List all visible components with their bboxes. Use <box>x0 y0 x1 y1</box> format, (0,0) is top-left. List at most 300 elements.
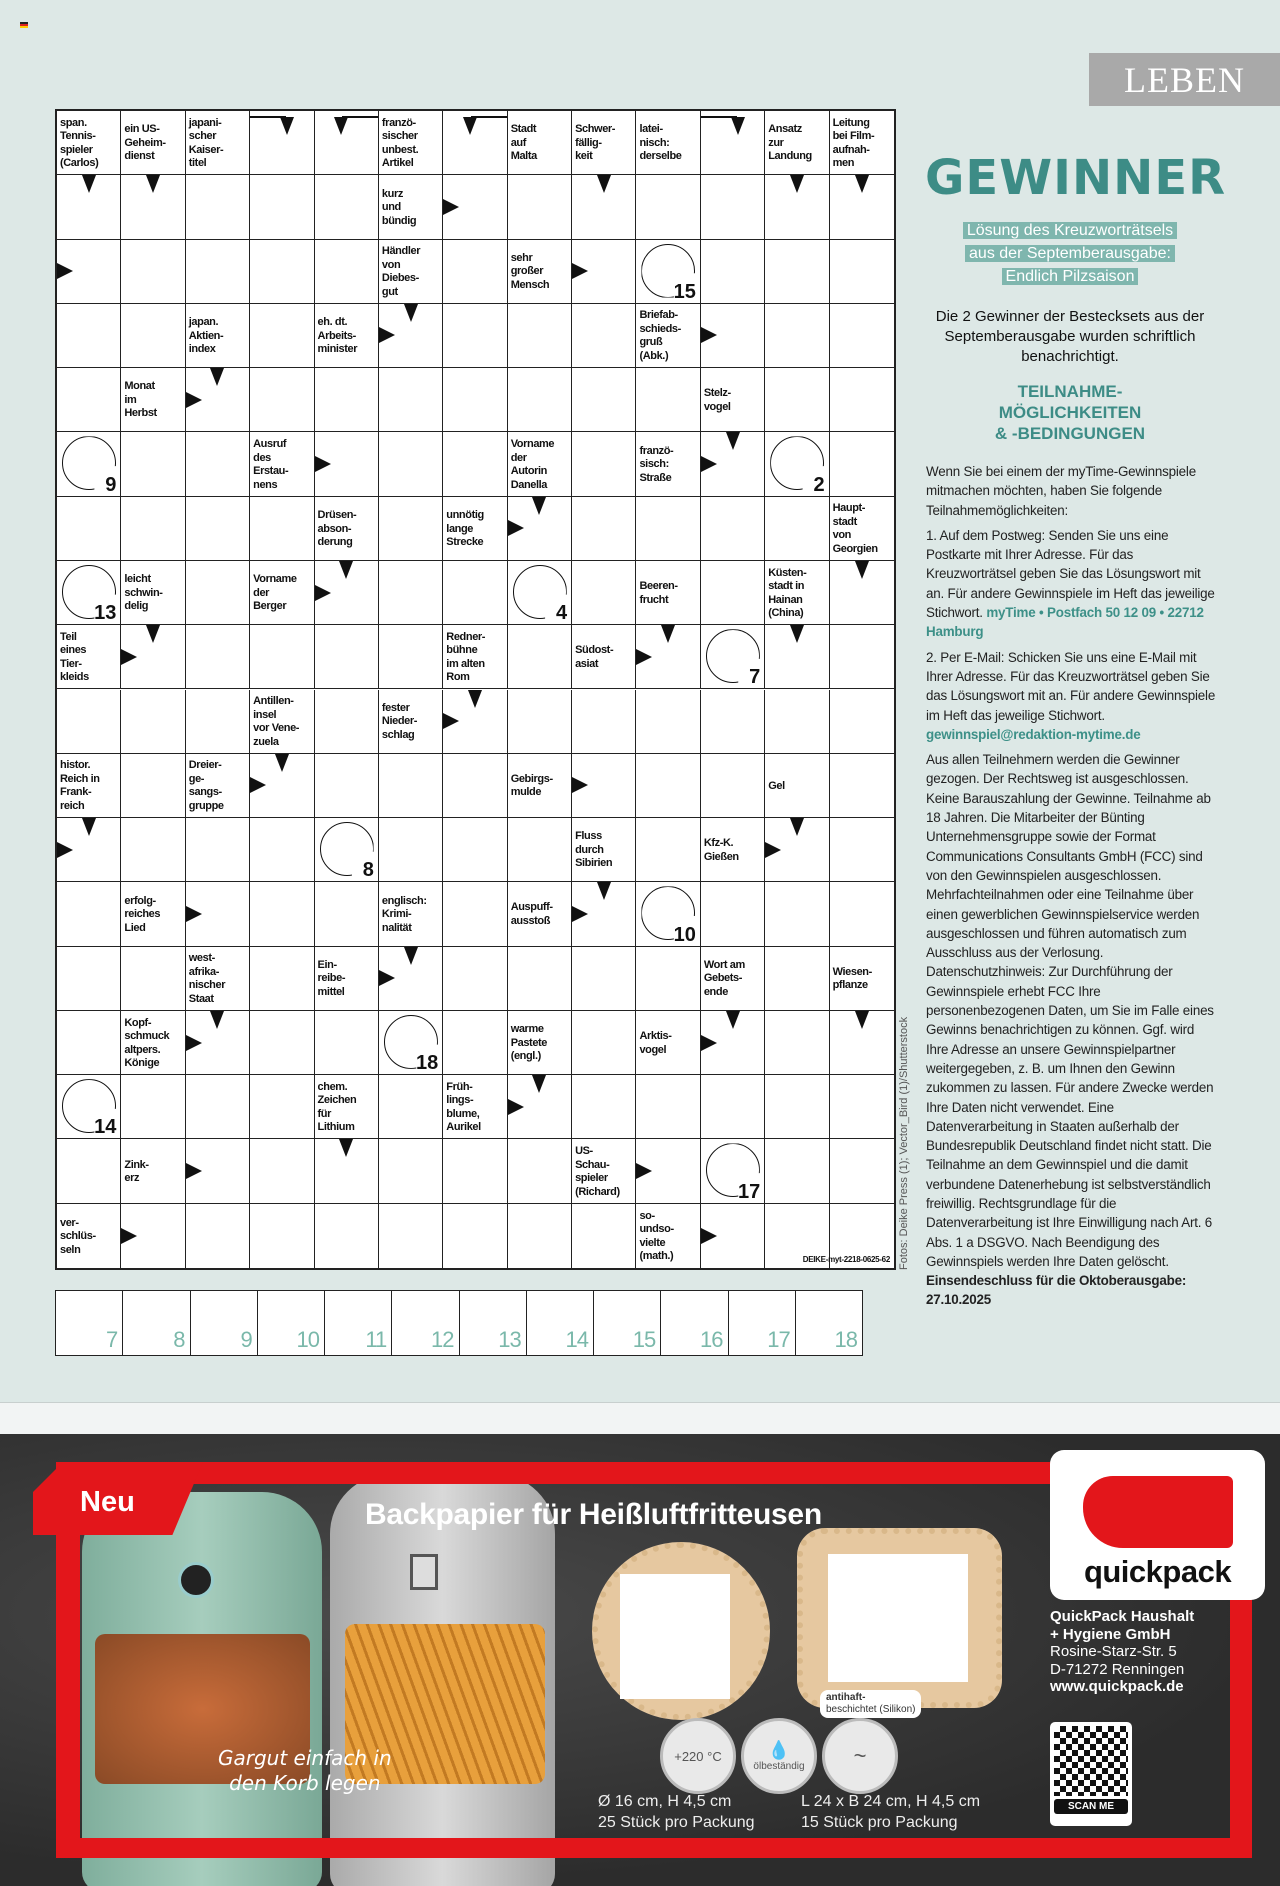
clue-cell: Südost- asiat <box>572 625 636 689</box>
grid-cell[interactable] <box>636 175 700 239</box>
grid-cell[interactable] <box>379 561 443 625</box>
grid-cell[interactable] <box>186 497 250 561</box>
company-line1: QuickPack Haushalt <box>1050 1608 1195 1625</box>
grid-cell[interactable] <box>636 240 700 304</box>
solution-box-number: 14 <box>565 1327 588 1352</box>
arrow-down-icon <box>855 1011 869 1029</box>
grid-cell[interactable] <box>636 818 700 882</box>
grid-cell[interactable] <box>701 561 765 625</box>
grid-cell[interactable] <box>830 690 894 754</box>
post-address: myTime • Postfach 50 12 09 • 22712 Hamburg <box>926 605 1204 640</box>
arrow-right-icon <box>572 263 588 279</box>
solution-line: Endlich Pilzsaison <box>1002 268 1139 285</box>
post-paragraph <box>926 526 1216 642</box>
grid-cell[interactable] <box>443 947 507 1011</box>
grid-cell[interactable] <box>636 690 700 754</box>
arrow-bend-down-icon <box>463 117 477 135</box>
grid-cell[interactable] <box>379 1011 443 1075</box>
solution-box-number: 13 <box>498 1327 521 1352</box>
scan-me-label: SCAN ME <box>1054 1799 1128 1814</box>
grid-cell[interactable] <box>508 497 572 561</box>
grid-cell[interactable] <box>186 625 250 689</box>
grid-cell[interactable] <box>57 432 121 496</box>
grid-cell[interactable] <box>443 1011 507 1075</box>
drop-icon: 💧 <box>767 1740 791 1760</box>
arrow-right-icon <box>315 456 331 472</box>
clue-cell: west- afrika- nischer Staat <box>186 947 250 1011</box>
clue-cell: sehr großer Mensch <box>508 240 572 304</box>
grid-cell[interactable] <box>121 1204 185 1268</box>
grid-cell[interactable] <box>802 1204 894 1268</box>
grid-cell[interactable] <box>830 882 894 946</box>
grid-cell[interactable] <box>701 497 765 561</box>
grid-cell[interactable] <box>186 818 250 882</box>
grid-cell[interactable] <box>830 368 894 432</box>
solution-number: 18 <box>416 1052 439 1075</box>
grid-cell[interactable] <box>701 882 765 946</box>
grid-cell[interactable] <box>443 690 507 754</box>
grid-cell[interactable] <box>57 1011 121 1075</box>
grid-cell[interactable] <box>121 625 185 689</box>
quickpack-logo <box>1050 1450 1265 1600</box>
grid-cell[interactable] <box>636 497 700 561</box>
solution-box-number: 10 <box>296 1327 319 1352</box>
arrow-down-icon <box>210 1011 224 1029</box>
arrow-right-icon <box>636 649 652 665</box>
handwritten-note: Gargut einfach in den Korb legen <box>218 1746 392 1795</box>
grid-cell[interactable] <box>57 882 121 946</box>
grid-cell[interactable] <box>315 240 379 304</box>
arrow-right-icon <box>443 713 459 729</box>
grid-cell[interactable] <box>765 432 829 496</box>
clue-cell: Haupt- stadt von Georgien <box>830 497 894 561</box>
grid-cell[interactable] <box>701 690 765 754</box>
clue-cell: leicht schwin- delig <box>121 561 185 625</box>
grid-cell[interactable] <box>701 1204 765 1268</box>
arrow-down-icon <box>790 175 804 193</box>
grid-cell[interactable] <box>765 1075 829 1139</box>
grid-cell[interactable] <box>315 111 379 175</box>
grid-cell[interactable] <box>315 882 379 946</box>
solution-number: 15 <box>673 280 696 303</box>
grid-cell[interactable] <box>765 625 829 689</box>
arrow-right-icon <box>701 327 717 343</box>
grid-cell[interactable] <box>121 497 185 561</box>
grid-cell[interactable] <box>121 818 185 882</box>
grid-cell[interactable] <box>765 368 829 432</box>
solution-box[interactable] <box>258 1291 325 1355</box>
grid-cell[interactable] <box>572 561 636 625</box>
arrow-down-icon <box>790 818 804 836</box>
grid-cell[interactable] <box>250 175 314 239</box>
qr-pattern <box>1054 1726 1128 1796</box>
neu-label: Neu <box>80 1486 135 1518</box>
grid-cell[interactable] <box>572 240 636 304</box>
grid-cell[interactable] <box>315 561 379 625</box>
grid-cell[interactable] <box>121 175 185 239</box>
grid-cell[interactable] <box>572 1011 636 1075</box>
clue-cell: Teil eines Tier- kleids <box>57 625 121 689</box>
grid-cell[interactable] <box>765 175 829 239</box>
grid-cell[interactable] <box>315 175 379 239</box>
clue-cell: chem. Zeichen für Lithium <box>315 1075 379 1139</box>
oil-resistant-icon <box>741 1718 817 1794</box>
grid-cell[interactable] <box>572 690 636 754</box>
arrow-down-icon <box>404 947 418 965</box>
arrow-right-icon <box>379 970 395 986</box>
grid-cell[interactable] <box>508 947 572 1011</box>
solution-box[interactable] <box>729 1291 796 1355</box>
grid-cell[interactable] <box>57 561 121 625</box>
grid-cell[interactable] <box>636 754 700 818</box>
deadline: Einsendeschluss für die Oktoberausgabe: 27.10.2025 <box>926 1273 1187 1308</box>
grid-cell[interactable] <box>186 690 250 754</box>
solution-box[interactable] <box>123 1291 190 1355</box>
solution-box-number: 7 <box>106 1327 118 1352</box>
grid-cell[interactable] <box>765 947 829 1011</box>
grid-cell[interactable] <box>57 1075 121 1139</box>
arrow-right-icon <box>508 1099 524 1115</box>
grid-cell[interactable] <box>830 432 894 496</box>
clue-cell: Kopf- schmuck altpers. Könige <box>121 1011 185 1075</box>
clue-cell: englisch: Krimi- nalität <box>379 882 443 946</box>
arrow-right-icon <box>57 263 73 279</box>
solution-line: aus der Septemberausgabe: <box>965 245 1175 262</box>
grid-cell[interactable] <box>121 1075 185 1139</box>
grid-cell[interactable] <box>121 432 185 496</box>
fryer-button <box>410 1554 438 1590</box>
clue-cell: Redner- bühne im alten Rom <box>443 625 507 689</box>
grid-cell[interactable] <box>57 1139 121 1203</box>
grid-cell[interactable] <box>572 882 636 946</box>
clue-cell: Auspuff- ausstoß <box>508 882 572 946</box>
grid-cell[interactable] <box>701 175 765 239</box>
arrow-down-icon <box>146 625 160 643</box>
arrow-right-icon <box>572 777 588 793</box>
clue-cell: Zink- erz <box>121 1139 185 1203</box>
grid-cell[interactable] <box>765 240 829 304</box>
grid-cell[interactable] <box>443 818 507 882</box>
arrow-down-icon <box>597 882 611 900</box>
clue-cell: span. Tennis- spieler (Carlos) <box>57 111 121 175</box>
grid-cell[interactable] <box>636 1139 700 1203</box>
grid-cell[interactable] <box>121 947 185 1011</box>
grid-cell[interactable] <box>701 111 765 175</box>
solution-box[interactable] <box>527 1291 594 1355</box>
grid-cell[interactable] <box>508 1075 572 1139</box>
solution-box[interactable] <box>325 1291 392 1355</box>
grid-cell[interactable] <box>765 882 829 946</box>
grid-cell[interactable] <box>830 818 894 882</box>
grid-cell[interactable] <box>121 690 185 754</box>
grid-cell[interactable] <box>572 432 636 496</box>
arrow-down-icon <box>597 175 611 193</box>
grid-cell[interactable] <box>315 690 379 754</box>
grid-cell[interactable] <box>57 368 121 432</box>
grid-cell[interactable] <box>315 1204 379 1268</box>
grid-cell[interactable] <box>57 175 121 239</box>
grid-cell[interactable] <box>765 497 829 561</box>
grid-cell[interactable] <box>701 625 765 689</box>
qr-code[interactable] <box>1050 1722 1132 1826</box>
arrow-right-icon <box>315 585 331 601</box>
solution-box[interactable] <box>661 1291 728 1355</box>
flag-icon <box>20 22 28 28</box>
solution-number: 2 <box>813 473 825 496</box>
grid-cell[interactable] <box>443 304 507 368</box>
grid-cell[interactable] <box>186 1204 250 1268</box>
grid-cell[interactable] <box>636 882 700 946</box>
arrow-right-icon <box>701 1228 717 1244</box>
grid-cell[interactable] <box>443 561 507 625</box>
grid-cell[interactable] <box>701 1011 765 1075</box>
clue-cell: Gel <box>765 754 829 818</box>
grid-cell[interactable] <box>379 497 443 561</box>
clue-cell: unnötig lange Strecke <box>443 497 507 561</box>
arrow-right-icon <box>701 1035 717 1051</box>
grid-cell[interactable] <box>443 432 507 496</box>
solution-box[interactable] <box>56 1291 123 1355</box>
grid-cell[interactable] <box>636 947 700 1011</box>
grid-cell[interactable] <box>121 754 185 818</box>
grid-cell[interactable] <box>830 1011 894 1075</box>
grid-cell[interactable] <box>572 1075 636 1139</box>
arrow-bend-down-icon <box>334 117 348 135</box>
solution-number: 9 <box>105 473 117 496</box>
grid-cell[interactable] <box>443 111 507 175</box>
grid-cell[interactable] <box>250 947 314 1011</box>
arrow-down-icon <box>661 625 675 643</box>
solution-box-number: 12 <box>431 1327 454 1352</box>
city: D-71272 Renningen <box>1050 1660 1185 1678</box>
grid-cell[interactable] <box>186 561 250 625</box>
arrow-right-icon <box>250 777 266 793</box>
clue-cell: Dreier- ge- sangs- gruppe <box>186 754 250 818</box>
grid-cell[interactable] <box>186 240 250 304</box>
company-info <box>1050 1608 1194 1696</box>
grid-cell[interactable] <box>636 1075 700 1139</box>
arrow-right-icon <box>121 1228 137 1244</box>
clue-cell: Vorname der Autorin Danella <box>508 432 572 496</box>
grid-cell[interactable] <box>701 754 765 818</box>
clue-cell: ver- schlüs- seln <box>57 1204 121 1268</box>
grid-cell[interactable] <box>636 368 700 432</box>
section-label: LEBEN <box>1089 53 1280 106</box>
clue-cell: Gebirgs- mulde <box>508 754 572 818</box>
grid-cell[interactable] <box>508 368 572 432</box>
grid-cell[interactable] <box>508 690 572 754</box>
email-link[interactable]: gewinnspiel@redaktion-mytime.de <box>926 726 1141 742</box>
grid-cell[interactable] <box>250 1139 314 1203</box>
grid-cell[interactable] <box>508 625 572 689</box>
grid-cell[interactable] <box>186 368 250 432</box>
grid-cell[interactable] <box>572 368 636 432</box>
grid-cell[interactable] <box>701 1075 765 1139</box>
grid-cell[interactable] <box>765 1139 829 1203</box>
grid-cell[interactable] <box>315 432 379 496</box>
temp-value: +220 <box>674 1748 704 1764</box>
grid-cell[interactable] <box>250 368 314 432</box>
grid-cell[interactable] <box>508 1139 572 1203</box>
grid-cell[interactable] <box>765 1011 829 1075</box>
grid-cell[interactable] <box>572 497 636 561</box>
arrow-down-icon <box>855 561 869 579</box>
grid-cell[interactable] <box>572 947 636 1011</box>
grid-cell[interactable] <box>186 1075 250 1139</box>
grid-cell[interactable] <box>443 882 507 946</box>
clue-cell: histor. Reich in Frank- reich <box>57 754 121 818</box>
ad-title: Backpapier für Heißluftfritteusen <box>365 1498 822 1531</box>
grid-cell[interactable] <box>121 240 185 304</box>
arrow-down-icon <box>339 1139 353 1157</box>
intro-text: Wenn Sie bei einem der myTime-Gewinnspiele mitmachen möchten, haben Sie folgende Teilnahmemöglichkeiten: <box>926 464 1196 518</box>
grid-cell[interactable] <box>508 818 572 882</box>
grid-cell[interactable] <box>315 1011 379 1075</box>
clue-cell: Stadt auf Malta <box>508 111 572 175</box>
grid-cell[interactable] <box>250 754 314 818</box>
grid-cell[interactable] <box>379 1204 443 1268</box>
grid-cell[interactable] <box>765 304 829 368</box>
arrow-right-icon <box>636 1163 652 1179</box>
grid-cell[interactable] <box>57 240 121 304</box>
arrow-right-icon <box>186 906 202 922</box>
solution-box-number: 15 <box>632 1327 656 1352</box>
grid-cell[interactable] <box>830 625 894 689</box>
grid-cell[interactable] <box>765 818 829 882</box>
grid-cell[interactable] <box>701 432 765 496</box>
clue-cell: Briefab- schieds- gruß (Abk.) <box>636 304 700 368</box>
clue-cell: Früh- lings- blume, Aurikel <box>443 1075 507 1139</box>
solution-box-number: 11 <box>365 1327 387 1352</box>
grid-cell[interactable] <box>572 754 636 818</box>
fryer-display <box>178 1562 214 1598</box>
grid-cell[interactable] <box>701 1139 765 1203</box>
grid-cell[interactable] <box>572 1204 636 1268</box>
grid-cell[interactable] <box>315 625 379 689</box>
grid-cell[interactable] <box>250 1204 314 1268</box>
grid-cell[interactable] <box>830 240 894 304</box>
grid-cell[interactable] <box>443 240 507 304</box>
grid-cell[interactable] <box>186 882 250 946</box>
grid-cell[interactable] <box>443 368 507 432</box>
grid-cell[interactable] <box>379 432 443 496</box>
grid-cell[interactable] <box>250 1011 314 1075</box>
grid-cell[interactable] <box>315 368 379 432</box>
grid-cell[interactable] <box>830 1139 894 1203</box>
grid-cell[interactable] <box>379 625 443 689</box>
grid-cell[interactable] <box>379 818 443 882</box>
clue-cell: Leitung bei Film- aufnah- men <box>830 111 894 175</box>
grid-cell[interactable] <box>443 754 507 818</box>
grid-cell[interactable] <box>186 432 250 496</box>
grid-cell[interactable] <box>379 368 443 432</box>
arrow-down-icon <box>82 175 96 193</box>
grid-cell[interactable] <box>57 497 121 561</box>
grid-cell[interactable] <box>121 304 185 368</box>
arrow-down-icon <box>532 497 546 515</box>
grid-cell[interactable] <box>765 690 829 754</box>
website-link[interactable]: www.quickpack.de <box>1050 1678 1184 1695</box>
grid-cell[interactable] <box>379 947 443 1011</box>
solution-number: 7 <box>749 666 761 689</box>
conditions-body <box>926 462 1216 1316</box>
grid-cell[interactable] <box>508 561 572 625</box>
grid-cell[interactable] <box>250 240 314 304</box>
grid-cell[interactable] <box>379 304 443 368</box>
grid-cell[interactable] <box>250 497 314 561</box>
grid-cell[interactable] <box>508 304 572 368</box>
grid-cell[interactable] <box>186 175 250 239</box>
grid-cell[interactable] <box>57 690 121 754</box>
grid-cell[interactable] <box>701 240 765 304</box>
arrow-bend-down-icon <box>280 117 294 135</box>
grid-cell[interactable] <box>250 625 314 689</box>
grid-cell[interactable] <box>508 1204 572 1268</box>
grid-cell[interactable] <box>250 882 314 946</box>
grid-cell[interactable] <box>379 754 443 818</box>
clue-cell: Antillen- insel vor Vene- zuela <box>250 690 314 754</box>
grid-cell[interactable] <box>57 818 121 882</box>
grid-cell[interactable] <box>443 1139 507 1203</box>
grid-cell[interactable] <box>250 1075 314 1139</box>
grid-cell[interactable] <box>250 304 314 368</box>
clue-cell: Vorname der Berger <box>250 561 314 625</box>
grid-cell[interactable] <box>443 1204 507 1268</box>
grid-cell[interactable] <box>830 561 894 625</box>
grid-cell[interactable] <box>57 304 121 368</box>
nonstick-label: antihaft- <box>826 1692 866 1703</box>
solution-box[interactable] <box>594 1291 661 1355</box>
grid-cell[interactable] <box>443 175 507 239</box>
clue-cell: japani- scher Kaiser- titel <box>186 111 250 175</box>
solution-box[interactable] <box>191 1291 258 1355</box>
winners-title: GEWINNER <box>925 150 1227 206</box>
arrow-down-icon <box>404 304 418 322</box>
grid-cell[interactable] <box>186 1139 250 1203</box>
arrow-right-icon <box>186 1035 202 1051</box>
grid-cell[interactable] <box>830 304 894 368</box>
grid-cell[interactable] <box>250 111 314 175</box>
grid-cell[interactable] <box>572 175 636 239</box>
grid-cell[interactable] <box>508 175 572 239</box>
solution-box-number: 18 <box>834 1327 857 1352</box>
puzzle-code: DEIKE-myt-2218-0625-62 <box>802 1254 890 1264</box>
grid-cell[interactable] <box>830 175 894 239</box>
grid-cell[interactable] <box>315 818 379 882</box>
grid-cell[interactable] <box>636 625 700 689</box>
solution-box[interactable] <box>460 1291 527 1355</box>
temperature-icon <box>660 1718 736 1794</box>
grid-cell[interactable] <box>315 754 379 818</box>
grid-cell[interactable] <box>186 1011 250 1075</box>
grid-cell[interactable] <box>250 818 314 882</box>
solution-box[interactable] <box>392 1291 459 1355</box>
grid-cell[interactable] <box>701 304 765 368</box>
grid-cell[interactable] <box>57 947 121 1011</box>
grid-cell[interactable] <box>315 1139 379 1203</box>
clue-cell: kurz und bündig <box>379 175 443 239</box>
grid-cell[interactable] <box>379 1139 443 1203</box>
clue-cell: Drüsen- abson- derung <box>315 497 379 561</box>
grid-cell[interactable] <box>572 304 636 368</box>
grid-cell[interactable] <box>830 754 894 818</box>
square-size: L 24 x B 24 cm, H 4,5 cm <box>801 1793 981 1810</box>
grid-cell[interactable] <box>830 1075 894 1139</box>
solution-box[interactable] <box>796 1291 862 1355</box>
clue-cell: Ein- reibe- mittel <box>315 947 379 1011</box>
grid-cell[interactable] <box>379 1075 443 1139</box>
solution-number: 10 <box>673 923 696 946</box>
